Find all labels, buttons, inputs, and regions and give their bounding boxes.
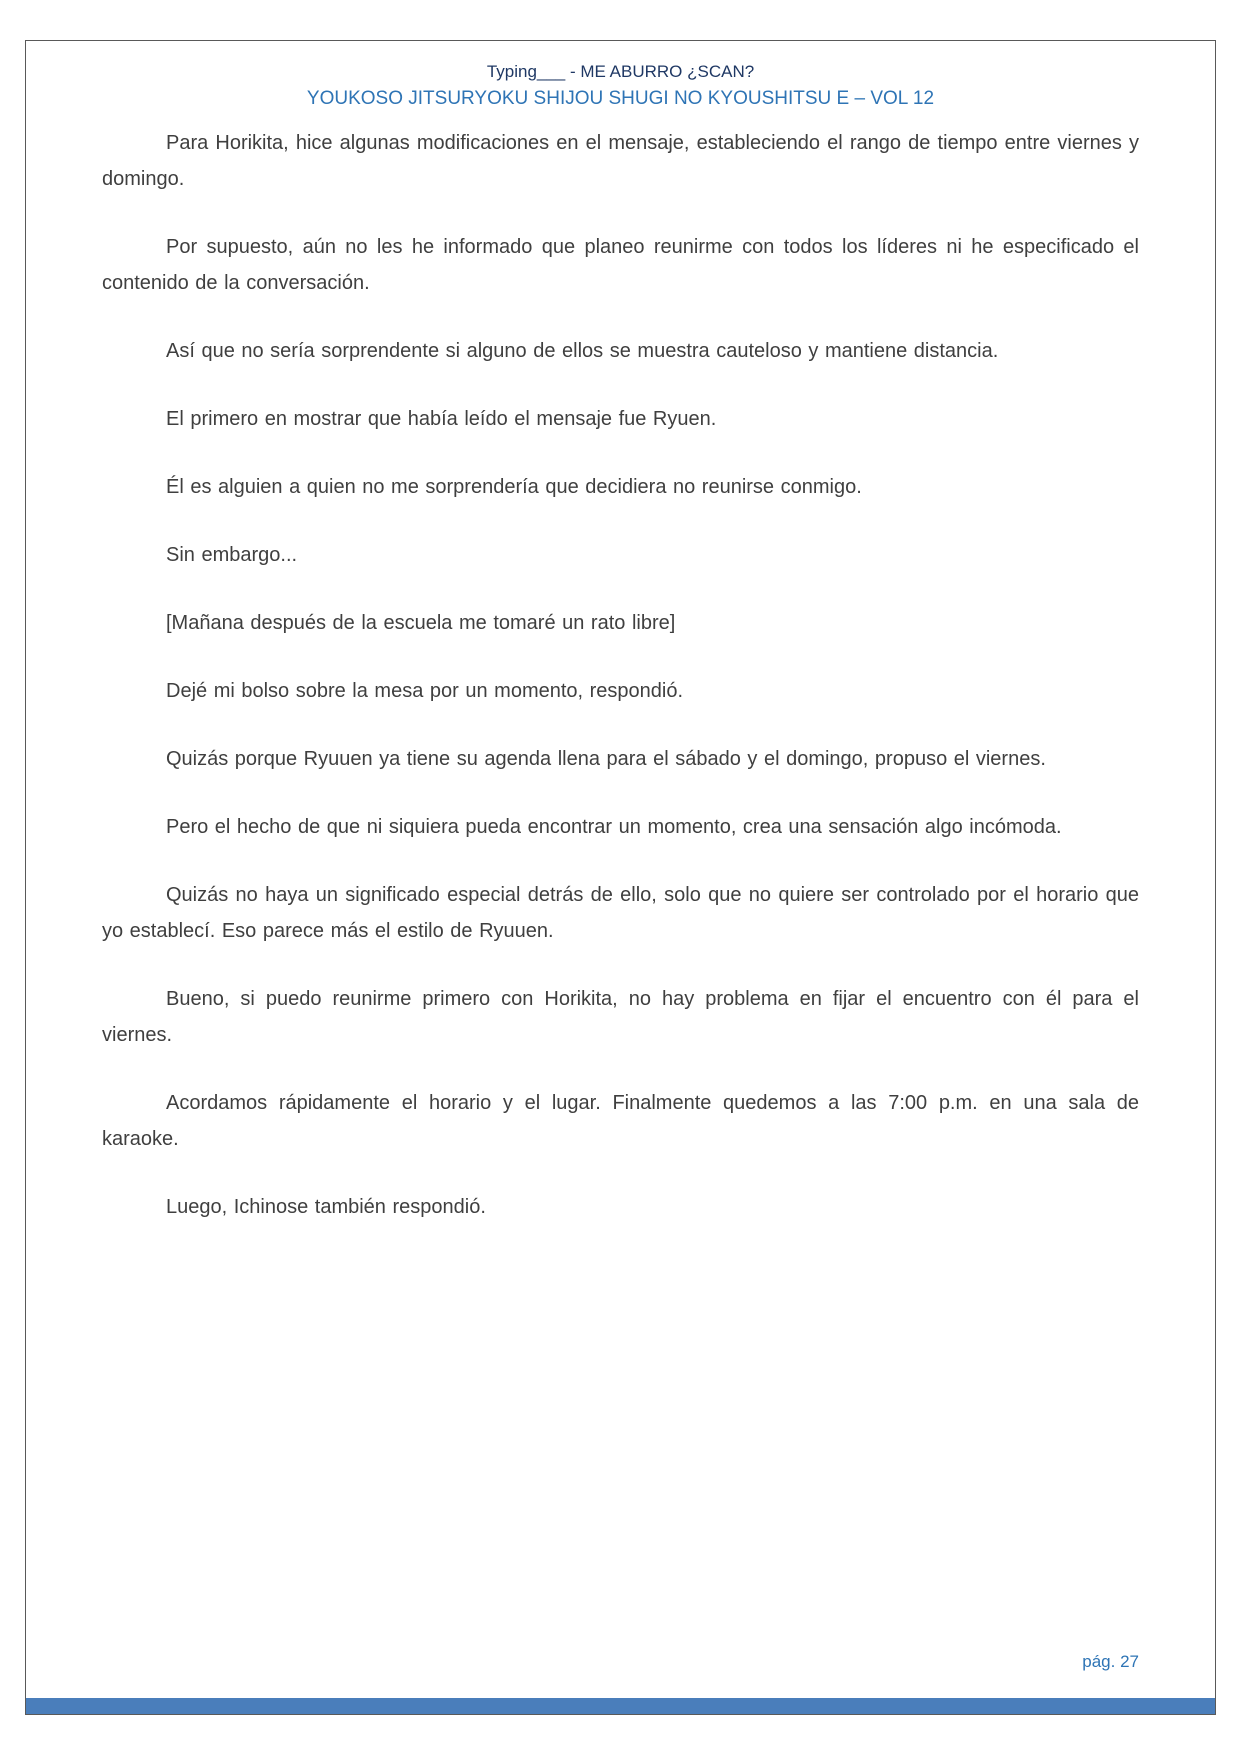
page-header xyxy=(26,41,1215,113)
footer-bar xyxy=(26,1698,1215,1714)
paragraph: Quizás no haya un significado especial detrás de ello, solo que no quiere ser controlado por el horario que yo establecí. Eso parece más el estilo de Ryuuen. xyxy=(102,884,1139,942)
paragraph: Para Horikita, hice algunas modificaciones en el mensaje, estableciendo el rango de tiempo entre viernes y domingo. xyxy=(102,132,1139,190)
paragraph: Pero el hecho de que ni siquiera pueda encontrar un momento, crea una sensación algo incómoda. xyxy=(166,816,1062,838)
paragraph: Así que no sería sorprendente si alguno de ellos se muestra cauteloso y mantiene distancia. xyxy=(166,340,999,362)
paragraph: Bueno, si puedo reunirme primero con Horikita, no hay problema en fijar el encuentro con él para el viernes. xyxy=(102,988,1139,1046)
header-subtitle: YOUKOSO JITSURYOKU SHIJOU SHUGI NO KYOUSHITSU E – VOL 12 xyxy=(306,88,935,109)
header-title: Typing___ - ME ABURRO ¿SCAN? xyxy=(486,62,755,81)
paragraph: Dejé mi bolso sobre la mesa por un momento, respondió. xyxy=(166,680,684,702)
paragraph: Luego, Ichinose también respondió. xyxy=(166,1196,486,1218)
paragraph: Sin embargo... xyxy=(166,544,298,566)
paragraph: El primero en mostrar que había leído el mensaje fue Ryuen. xyxy=(166,408,717,430)
body-text xyxy=(26,113,1215,1225)
paragraph: Acordamos rápidamente el horario y el lugar. Finalmente quedemos a las 7:00 p.m. en una sala de karaoke. xyxy=(102,1092,1139,1150)
page-border xyxy=(25,40,1216,1715)
paragraph: [Mañana después de la escuela me tomaré un rato libre] xyxy=(166,612,676,634)
paragraph: Quizás porque Ryuuen ya tiene su agenda llena para el sábado y el domingo, propuso el viernes. xyxy=(166,748,1046,770)
paragraph: Por supuesto, aún no les he informado que planeo reunirme con todos los líderes ni he especificado el contenido de la conversación. xyxy=(102,236,1139,294)
paragraph: Él es alguien a quien no me sorprendería que decidiera no reunirse conmigo. xyxy=(166,476,862,498)
page-number: pág. 27 xyxy=(1082,1652,1139,1671)
